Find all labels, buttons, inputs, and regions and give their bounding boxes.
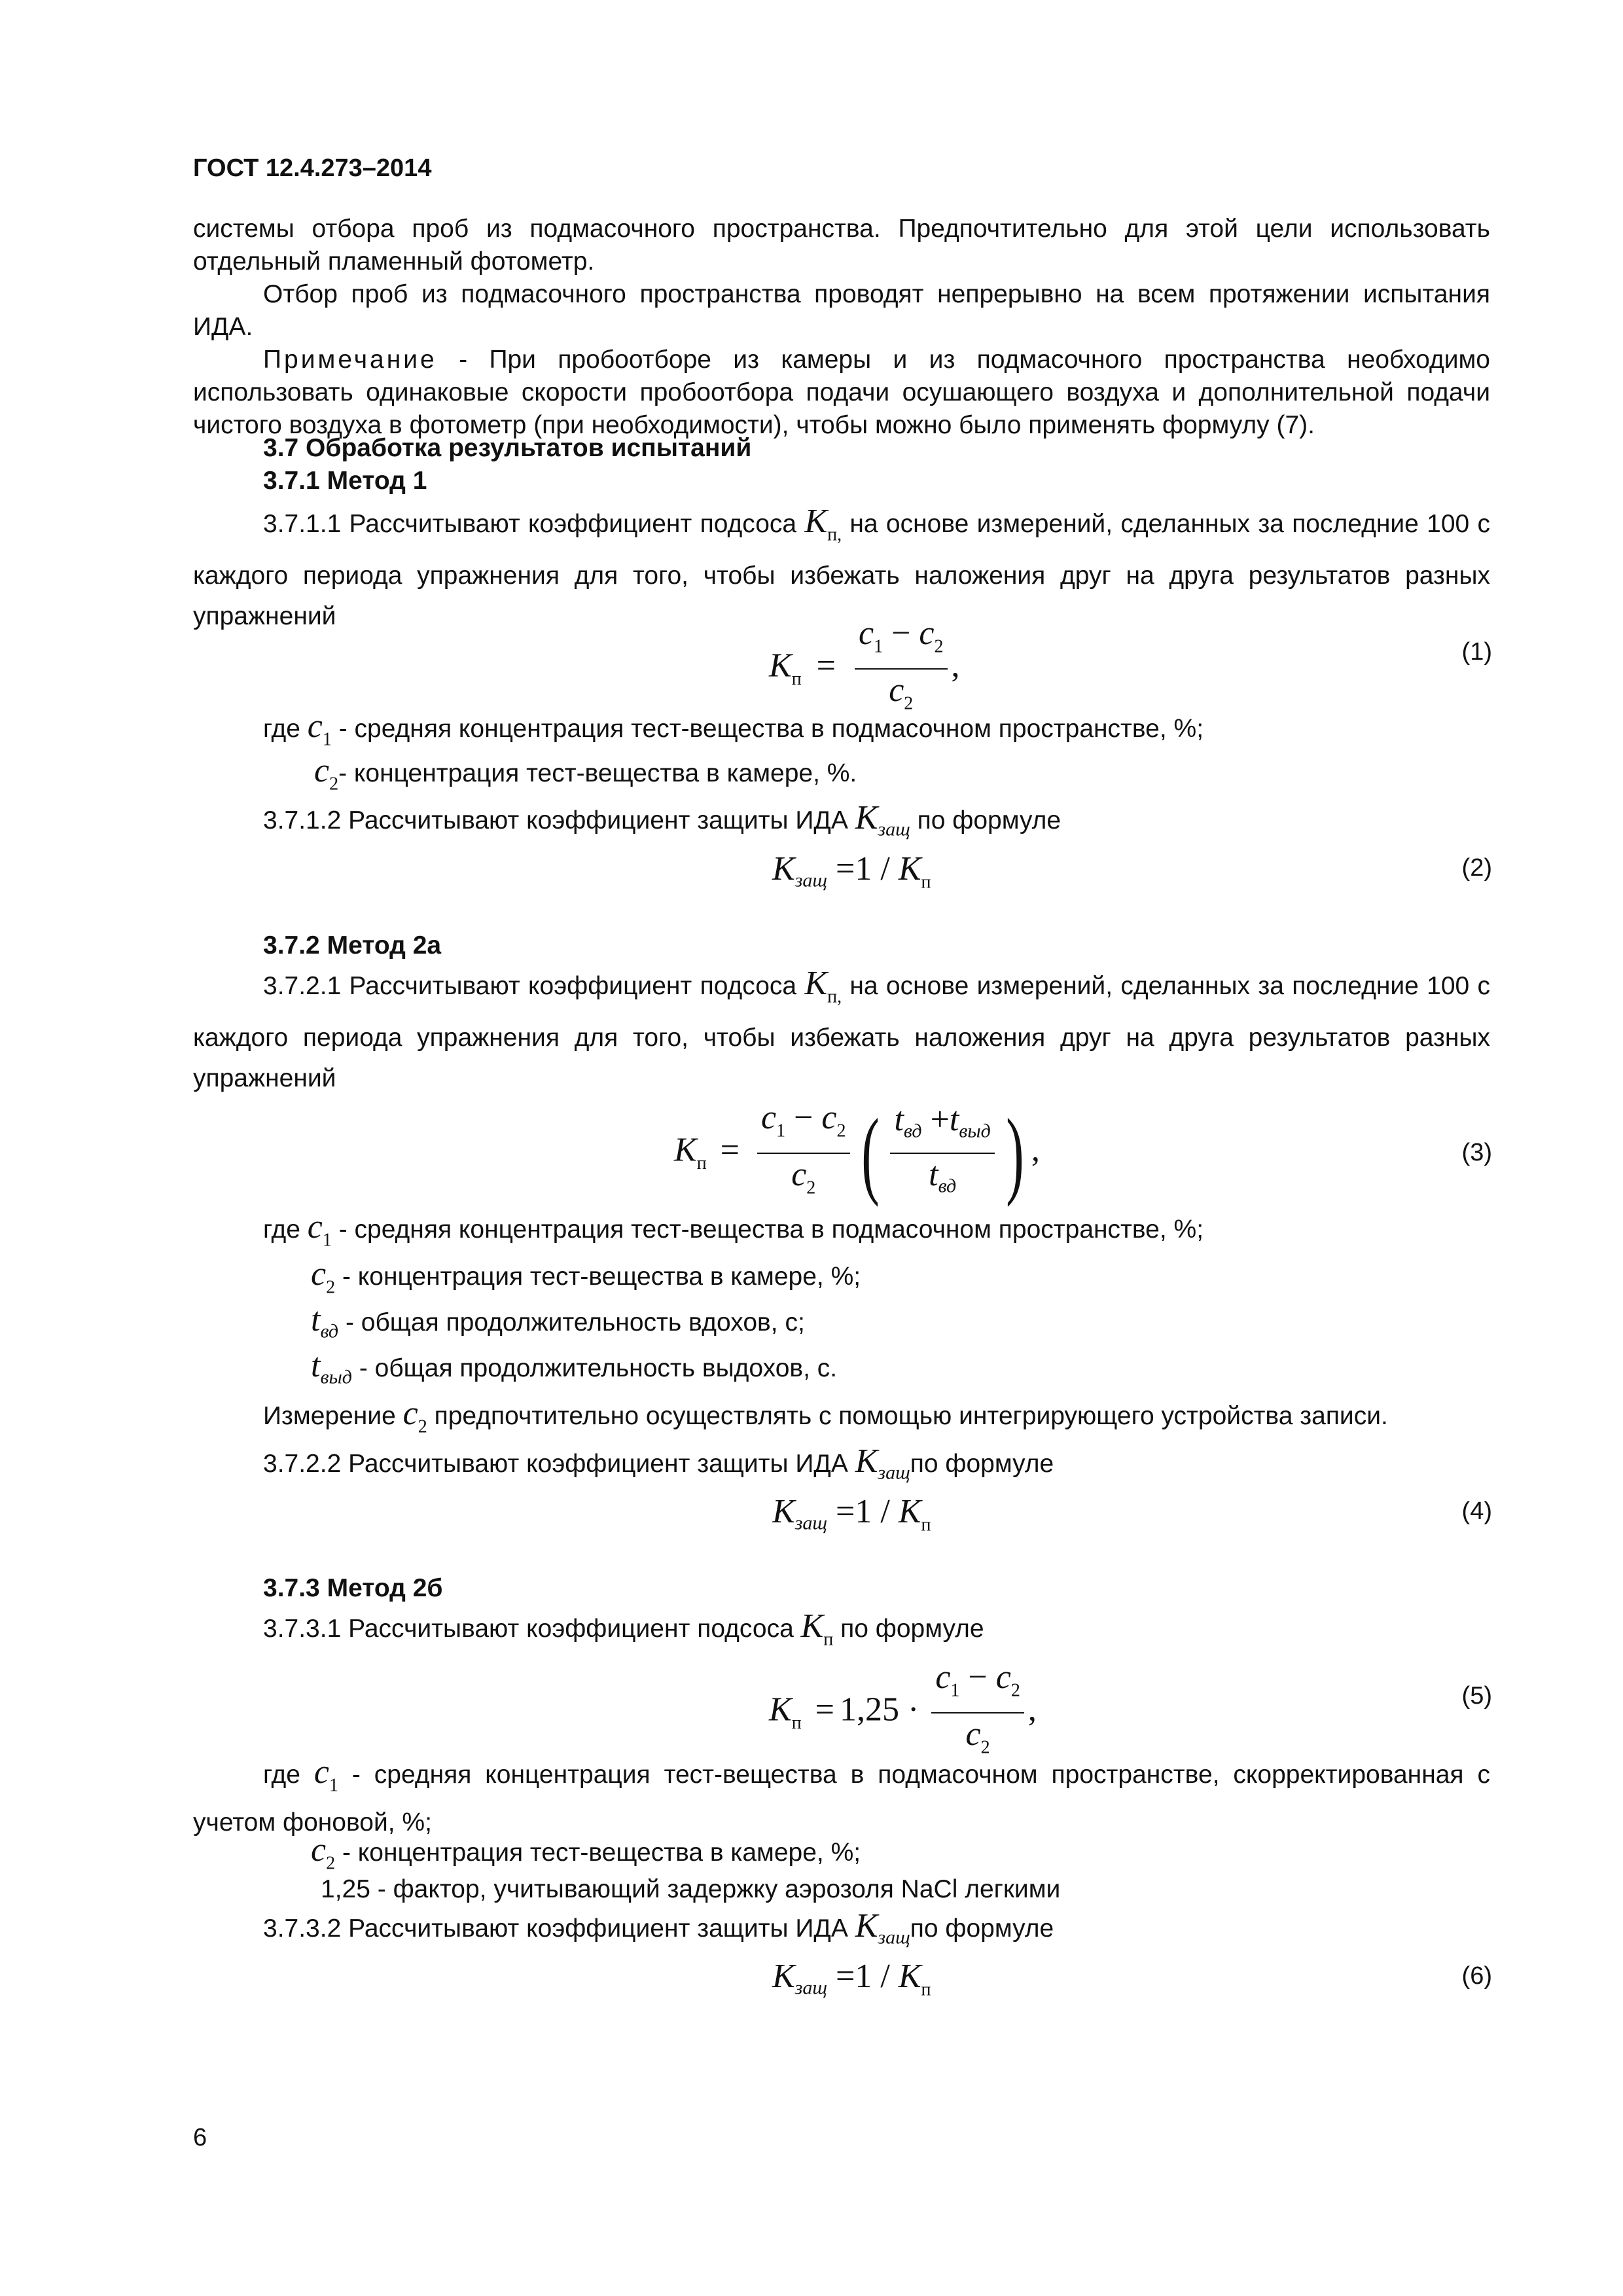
formula-1: $K_п$ = $\frac{c_1 - c_2}{c_2}$ , (769, 615, 960, 714)
factor-line: 1,25 - фактор, учитывающий задержку аэрозоля NaCl легкими (321, 1875, 1061, 1903)
equation-number-3: (3) (1461, 1139, 1492, 1166)
paragraph-3-7-3-2: 3.7.3.2 Рассчитывают коэффициент защиты ИДА $K_{защ}по$ формуле (263, 1907, 1054, 1948)
section-heading-3-7: 3.7 Обработка результатов испытаний (263, 434, 752, 462)
paragraph-3-7-2-1: 3.7.2.1 Рассчитывают коэффициент подсоса $K_{п,}$ на основе измерений, сделанных за последние 100 с каждого периода упражнения для того, чтобы избежать наложения друг на друга результатов разных упражнений (193, 965, 1490, 1092)
note-text: - При пробоотборе из камеры и из подмасочного пространства необходимо использовать одинаковые скорости пробоотбора подачи осушающего воздуха и дополнительной подачи чистого воздуха в фотометр (при необходимости), чтобы можно было применять формулу (7). (193, 346, 1490, 439)
formula-5: $K_п = 1,25$ · $\frac{c_1 - c_2}{c_2}$ , (769, 1659, 1037, 1758)
where2-tvyd-line: $t_{выд}$ - общая продолжительность выдохов, с. (311, 1347, 838, 1388)
where2-c2-line: $c_2$ - концентрация тест-вещества в камере, %; (311, 1255, 861, 1298)
section-heading-3-7-1: 3.7.1 Метод 1 (263, 467, 427, 495)
where3-c1-paragraph: где $c_1$ - средняя концентрация тест-вещества в подмасочном пространстве, скорректированная с учетом фоновой, %; (193, 1753, 1490, 1837)
equation-number-6: (6) (1461, 1962, 1492, 1990)
formula-2: $K_{защ} =1 / K_п$ (772, 850, 931, 893)
paragraph-3-7-1-1: 3.7.1.1 Рассчитывают коэффициент подсоса $K_{п,}$ на основе измерений, сделанных за последние 100 с каждого периода упражнения для того, чтобы избежать наложения друг на друга результатов разных упражнений (193, 503, 1490, 630)
paragraph-3-7-2-2: 3.7.2.2 Рассчитывают коэффициент защиты ИДА $K_{защ}по$ формуле (263, 1443, 1054, 1484)
section-heading-3-7-2: 3.7.2 Метод 2а (263, 931, 442, 960)
note-label: Примечание (263, 346, 437, 374)
where2-c1-line: где $c_1$ - средняя концентрация тест-вещества в подмасочном пространстве, %; (263, 1208, 1204, 1251)
page-number: 6 (193, 2124, 207, 2151)
formula-6: $K_{защ} =1 / K_п$ (772, 1958, 931, 2000)
section-heading-3-7-3: 3.7.3 Метод 2б (263, 1574, 443, 1602)
document-header: ГОСТ 12.4.273–2014 (193, 154, 432, 182)
equation-number-4: (4) (1461, 1498, 1492, 1525)
equation-number-1: (1) (1461, 638, 1492, 666)
formula-4: $K_{защ} =1 / K_п$ (772, 1493, 931, 1535)
where2-tvd-line: $t_{вд}$ - общая продолжительность вдохов, с; (311, 1301, 805, 1342)
where3-c2-line: $c_2$ - концентрация тест-вещества в камере, %; (311, 1831, 861, 1874)
paragraph-3-7-1-2: 3.7.1.2 Рассчитывают коэффициент защиты ИДА $K_{защ}$ по формуле (263, 799, 1061, 840)
where-c1-line: где $c_1$ - средняя концентрация тест-вещества в подмасочном пространстве, %; (263, 708, 1204, 750)
paragraph-flame-photometer: системы отбора проб из подмасочного пространства. Предпочтительно для этой цели использовать отдельный пламенный фотометр. (193, 215, 1490, 276)
paragraph-sampling: Отбор проб из подмасочного пространства проводят непрерывно на всем протяжении испытания ИДА. (193, 280, 1490, 341)
where-c2-line: $c_2-$ концентрация тест-вещества в камере, %. (314, 752, 857, 795)
measurement-note: Измерение $c_2$ предпочтительно осуществлять с помощью интегрирующего устройства записи. (263, 1395, 1388, 1437)
formula-inline-kn: $K_{п,}$ (804, 503, 842, 545)
note-paragraph (193, 344, 1490, 442)
equation-number-5: (5) (1461, 1682, 1492, 1710)
formula-3: $K_п$ = $\frac{c_1 - c_2}{c_2}$ ( $\frac{t_{вд} +t_{выд}}{t_{вд}}$ ) , (674, 1098, 1040, 1208)
equation-number-2: (2) (1461, 854, 1492, 882)
paragraph-3-7-3-1: 3.7.3.1 Рассчитывают коэффициент подсоса $K_п$ по формуле (263, 1607, 984, 1650)
